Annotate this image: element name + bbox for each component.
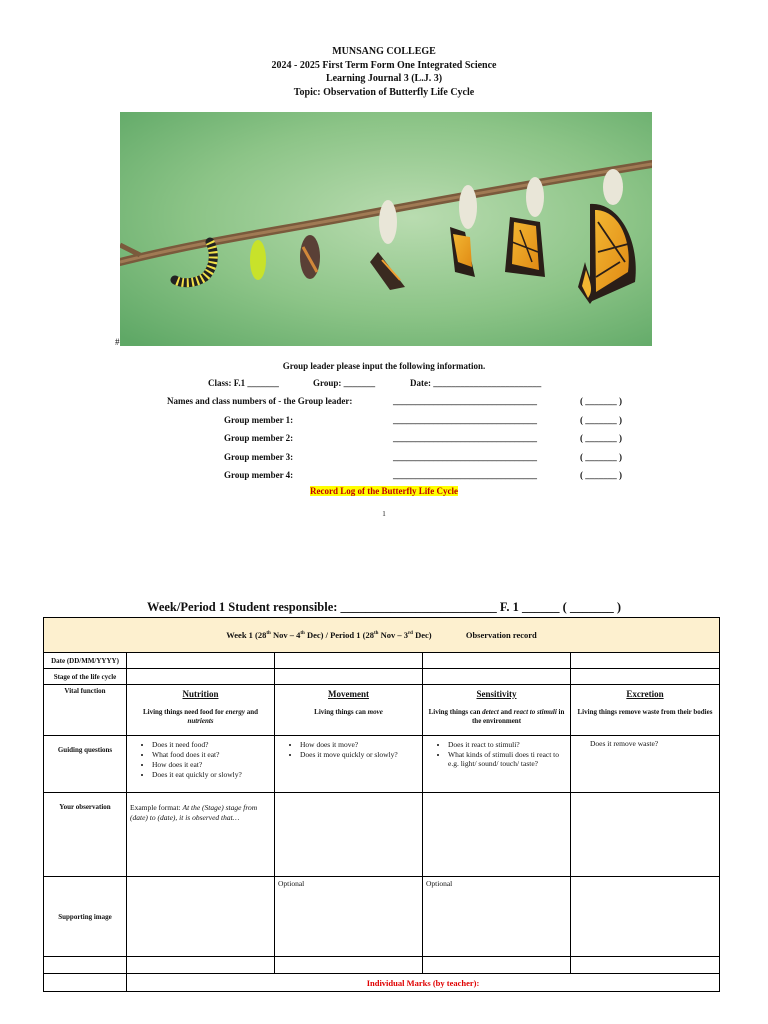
chrysalis-icon [250,240,266,280]
empty-cell [44,974,127,992]
supporting-image-cell[interactable]: Optional [275,877,423,957]
form-instruction: Group leader please input the following information. [282,361,486,371]
example-prefix: Example format: [130,803,183,812]
table-row [44,736,720,793]
nutrition-heading: Nutrition [182,689,219,699]
desc-emphasis: react to stimuli [513,708,557,716]
observation-record-label: Observation record [465,630,537,640]
member-label: Group member 1: [224,415,294,425]
stage-row-label: Stage of the life cycle [44,669,127,685]
excretion-description: Living things remove waste from their bodies [577,708,713,716]
group-leader-number-blank[interactable]: ( _______ ) [580,396,622,406]
week-date-text: Nov – 4 [270,630,301,640]
week-date-text: Nov – 3 [378,630,408,640]
vital-function-label: Vital function [44,685,127,736]
list-item: • Does it move quickly or slowly? [300,750,419,759]
group-leader-label: Names and class numbers of - the Group leader: [167,396,353,406]
nutrition-questions-list [130,740,271,779]
record-log-title: Record Log of the Butterfly Life Cycle [310,486,458,496]
course-title: 2024 - 2025 First Term Form One Integrated Science [271,59,497,71]
supporting-image-cell[interactable] [571,877,720,957]
desc-text: Living things can [428,708,483,716]
week-responsible-header: Week/Period 1 Student responsible: _________________________ F. 1 ______ ( _______ ) [147,600,621,614]
table-row [44,685,720,736]
list-item: • Does it react to stimuli? [448,740,567,749]
excretion-questions-cell [571,736,720,793]
table-row [44,974,720,992]
sensitivity-description [426,708,567,726]
desc-text: Living things can [314,708,368,716]
week-title-cell [44,618,720,653]
member-name-blank[interactable]: ________________________________ [393,433,537,443]
observation-cell[interactable] [127,793,275,877]
desc-emphasis: detect [482,708,499,716]
nutrition-questions-cell [127,736,275,793]
desc-text: in the environment [471,708,565,725]
member-number-blank[interactable]: ( _______ ) [580,433,622,443]
date-field[interactable]: Date: ________________________ [410,378,542,388]
ordinal-sup: th [373,631,379,637]
page-number: 1 [382,510,386,518]
list-item: • How does it move? [300,740,419,749]
school-name: MUNSANG COLLEGE [332,46,436,57]
week-date-text: Week 1 (28 [226,630,267,640]
table-row [44,793,720,877]
desc-text: Living things need food for [142,708,226,716]
butterfly-life-cycle-photo [120,112,652,346]
example-format: At the (Stage) stage from (date) to (date), it is observed that… [130,803,258,822]
week-date-text: Dec) [412,630,432,640]
excretion-cell [571,685,720,736]
stage-cell[interactable] [423,669,571,685]
ordinal-sup: rd [407,631,413,637]
individual-marks-cell[interactable]: Individual Marks (by teacher): [127,974,720,992]
movement-questions-cell [275,736,423,793]
date-cell[interactable] [423,653,571,669]
journal-title: Learning Journal 3 (L.J. 3) [325,73,443,84]
member-number-blank[interactable]: ( _______ ) [580,470,622,480]
butterfly-life-cycle-image [120,112,652,346]
table-row [44,669,720,685]
table-row [44,653,720,669]
date-cell[interactable] [571,653,720,669]
excretion-question: Does it remove waste? [590,739,659,748]
table-row [44,957,720,974]
empty-cell [423,957,571,974]
empty-cell [127,957,275,974]
member-number-blank[interactable]: ( _______ ) [580,415,622,425]
group-leader-name-blank[interactable]: ________________________________ [393,396,537,406]
nutrition-cell [127,685,275,736]
empty-cell [44,957,127,974]
stage-cell[interactable] [127,669,275,685]
member-name-blank[interactable]: ________________________________ [393,470,537,480]
supporting-image-cell[interactable]: Optional [423,877,571,957]
empty-cell [275,957,423,974]
supporting-image-label: Supporting image [44,877,127,957]
date-row-label: Date (DD/MM/YYYY) [44,653,127,669]
movement-description [278,708,419,717]
member-label: Group member 2: [224,433,294,443]
nutrition-description [130,708,271,726]
list-item: • How does it eat? [152,760,271,769]
sensitivity-questions-list [426,740,567,768]
empty-cell [571,957,720,974]
movement-questions-list [278,740,419,759]
list-item: • Does it eat quickly or slowly? [152,770,271,779]
observation-cell[interactable] [275,793,423,877]
stage-cell[interactable] [275,669,423,685]
list-item: • What kinds of stimuli does ti react to e.g. light/ sound/ touch/ taste? [448,750,567,768]
desc-emphasis: move [367,708,383,716]
observation-cell[interactable] [423,793,571,877]
movement-cell [275,685,423,736]
stage-cell[interactable] [571,669,720,685]
desc-text: and [498,708,514,716]
excretion-heading: Excretion [626,689,664,699]
date-cell[interactable] [127,653,275,669]
desc-emphasis: energy [225,708,245,716]
member-name-blank[interactable]: ________________________________ [393,452,537,462]
sensitivity-questions-cell [423,736,571,793]
guiding-questions-label: Guiding questions [44,736,127,793]
sensitivity-heading: Sensitivity [476,689,517,699]
member-number-blank[interactable]: ( _______ ) [580,452,622,462]
class-field[interactable]: Class: F.1 _______ [208,378,279,388]
date-cell[interactable] [275,653,423,669]
ordinal-sup: th [300,631,305,637]
member-name-blank[interactable]: ________________________________ [393,415,537,425]
image-anchor-marker: # [115,337,120,347]
topic-title: Topic: Observation of Butterfly Life Cycle [293,86,475,98]
desc-emphasis: nutrients [187,717,214,725]
desc-text: and [244,708,259,716]
supporting-image-cell[interactable] [127,877,275,957]
table-row [44,877,720,957]
member-label: Group member 4: [224,470,294,480]
observation-cell[interactable] [571,793,720,877]
table-title-row [44,618,720,653]
list-item: • Does it need food? [152,740,271,749]
record-log-title-wrap [0,486,768,496]
group-field[interactable]: Group: _______ [313,378,376,388]
member-label: Group member 3: [224,452,294,462]
your-observation-label: Your observation [44,793,127,877]
movement-heading: Movement [328,689,369,699]
week-date-text: Dec) / Period 1 (28 [304,630,374,640]
document-header [0,45,768,99]
observation-table [43,617,720,992]
sensitivity-cell [423,685,571,736]
list-item: • What food does it eat? [152,750,271,759]
ordinal-sup: th [266,631,271,637]
